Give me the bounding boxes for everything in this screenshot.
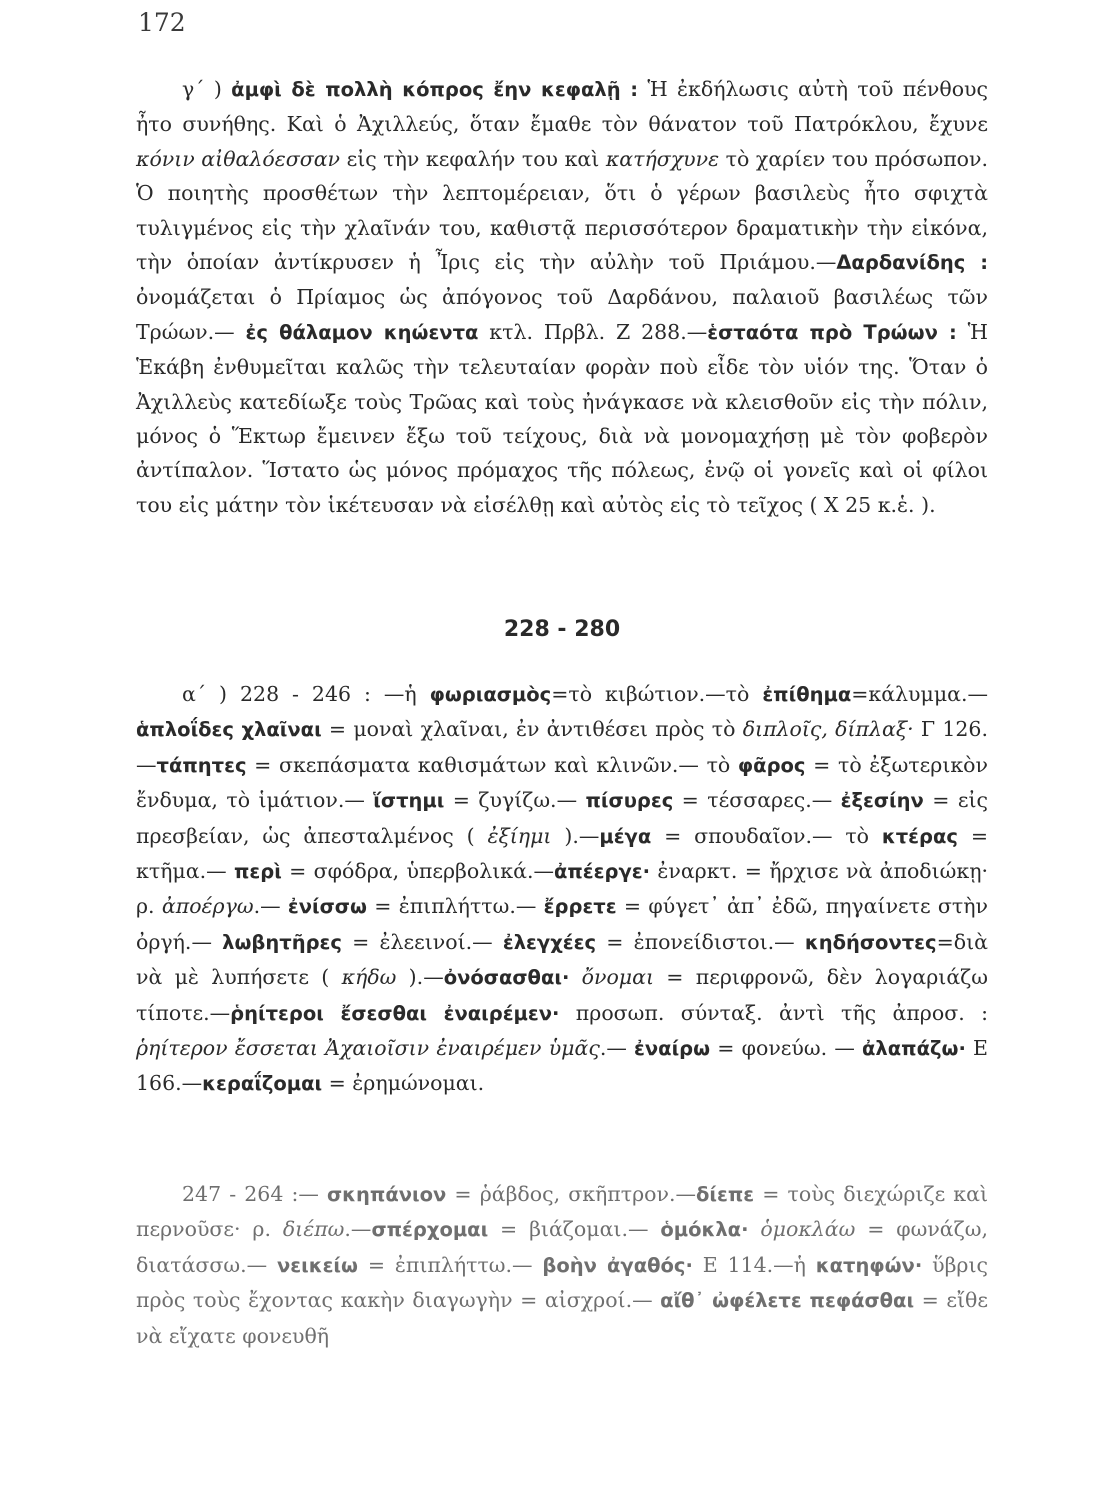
text-run: = τέσσαρες.—	[673, 788, 841, 813]
quotation: ὄνομαι	[581, 965, 655, 990]
section-heading: 228 - 280	[503, 617, 621, 642]
quotation: ἀποέργω	[161, 894, 254, 919]
text-run: =κάλυμμα.—	[851, 682, 989, 706]
text-run: =τὸ κιβώτιον.—τὸ	[551, 682, 763, 706]
commentary-paragraph-gamma	[136, 72, 988, 522]
text-run: Γ 126.—	[136, 717, 988, 777]
quotation: κατήσχυνε	[605, 146, 720, 171]
lemma: ἵστημι	[373, 789, 445, 813]
lemma: φᾶρος	[737, 753, 806, 777]
text-run	[748, 1217, 760, 1241]
lemma: ἐξεσίην	[840, 789, 924, 813]
paragraph-text	[136, 677, 988, 1102]
lemma: κηδήσοντες	[804, 930, 937, 954]
quotation: ῥηίτερον ἔσσεται Ἀχαιοῖσιν ἐναιρέμεν ὑμᾶς	[136, 1036, 600, 1061]
lemma: λωβητῆρες	[222, 930, 342, 954]
text-run: = ῥάβδος, σκῆπτρον.—	[446, 1182, 696, 1206]
quotation: διέπω	[282, 1217, 345, 1242]
text-run: =διὰ νὰ μὲ λυπήσετε (	[136, 929, 988, 990]
text-run: = φύγετ᾿ ἀπ᾿ ἐδῶ, πηγαίνετε στὴν ὀργή.—	[136, 894, 988, 954]
lemma: μέγα	[599, 824, 652, 848]
text-run: .—	[344, 1217, 372, 1242]
lemma: δίεπε	[696, 1183, 755, 1206]
text-run: = τὸ ἐξωτερικὸν ἔνδυμα, τὸ ἱμάτιον.—	[136, 752, 988, 813]
lemma: ἐνίσσω	[287, 895, 367, 919]
text-run	[569, 965, 581, 989]
quotation: κήδω	[341, 965, 397, 990]
lemma: κτέρας	[881, 824, 958, 848]
text-run: = φονεύω. —	[710, 1036, 863, 1061]
text-run: = εἰς πρεσβείαν, ὡς ἀπεσταλμένος (	[136, 788, 988, 848]
text-run: ).—	[396, 965, 444, 990]
lemma: ῥηίτεροι ἔσεσθαι ἐναιρέμεν·	[230, 1001, 560, 1025]
lemma: ἁπλοΐδες χλαῖναι	[136, 718, 322, 742]
lemma: νεικείω	[276, 1253, 358, 1277]
text-run: = σπουδαῖον.— τὸ	[651, 823, 882, 848]
lemma: ἐναίρω	[634, 1037, 711, 1061]
text-run: .—	[599, 1036, 635, 1061]
lemma: ἀπέεργε·	[553, 860, 651, 884]
text-run: = ἐλεεινοί.—	[341, 929, 503, 954]
text-run: ὕβρις πρὸς τοὺς ἔχοντας κακὴν διαγωγὴν = αἰσχροί.—	[136, 1252, 988, 1313]
text-run: = ζυγίζω.—	[444, 788, 586, 813]
lemma: Δαρδανίδης :	[836, 251, 989, 275]
text-run: = τοὺς διεχώριζε καὶ περνοῦσε· ρ.	[136, 1182, 988, 1242]
text-run: = εἴθε νὰ εἴχατε φονευθῆ	[136, 1288, 988, 1348]
text-run: γ΄ )	[182, 77, 232, 101]
lemma: ὀνόσασθαι·	[443, 966, 570, 990]
lemma: ἀλαπάζω·	[862, 1037, 966, 1061]
text-run: ὀνομάζεται ὁ Πρίαμος ὡς ἀπόγονος τοῦ Δαρδάνου, παλαιοῦ βασιλέως τῶν Τρώων.—	[136, 285, 988, 344]
quotation: κόνιν αἰθαλόεσσαν	[136, 146, 341, 171]
lemma: πίσυρες	[585, 789, 674, 813]
text-run: ἐναρκτ. = ἤρχισε νὰ ἀποδιώκῃ· ρ.	[136, 859, 988, 919]
text-run: Ε 166.—	[136, 1036, 989, 1096]
lemma: σκηπάνιον	[327, 1183, 447, 1206]
text-run: = σκεπάσματα καθισμάτων καὶ κλινῶν.— τὸ	[246, 752, 738, 777]
text-run: 247 - 264 :—	[182, 1182, 327, 1206]
lemma: σπέρχομαι	[371, 1218, 489, 1242]
text-run: = ἐπονείδιστοι.—	[596, 929, 805, 954]
lemma: κατηφών·	[815, 1253, 923, 1277]
lemma: φωριασμὸς	[429, 683, 552, 706]
quotation: ἐξίημι	[487, 823, 552, 848]
text-run: = ἐπιπλήττω.—	[357, 1252, 543, 1277]
page-number: 172	[138, 8, 186, 37]
text-run: = φωνάζω, διατάσσω.—	[136, 1217, 988, 1277]
commentary-paragraph-alpha	[136, 677, 988, 1102]
paragraph-text	[136, 1177, 988, 1353]
lemma: ἐπίθημα	[762, 683, 852, 706]
text-run: .—	[253, 894, 288, 919]
commentary-paragraph-247-264	[136, 1177, 988, 1353]
text-run: = ἐπιπλήττω.—	[366, 894, 544, 919]
text-run: = περιφρονῶ, δὲν λογαριάζω τίποτε.—	[136, 965, 988, 1025]
quotation: διπλοῖς, δίπλαξ·	[742, 717, 914, 742]
text-run: = κτῆμα.—	[136, 823, 988, 884]
quotation: ὁμοκλάω	[760, 1217, 856, 1242]
text-run: προσωπ. σύνταξ. ἀντὶ τῆς ἀπροσ. :	[559, 1000, 988, 1025]
lemma: ἔρρετε	[543, 895, 617, 919]
text-run: = ἐρημώνομαι.	[322, 1071, 485, 1096]
text-run: = βιάζομαι.—	[488, 1217, 661, 1242]
lemma: ἐλεγχέες	[502, 930, 597, 954]
text-run: κτλ. Πρβλ. Ζ 288.—	[478, 319, 708, 344]
text-run: τὸ χαρίεν του πρόσωπον. Ὁ ποιητὴς προσθέτων τὴν λεπτομέρειαν, ὅτι ὁ γέρων βασιλεὺς ἦτο σφιχτὰ τυλιγμένος εἰς τὴν χλαῖνάν του, καθιστᾷ περισσότερον δραματικὴν τὴν εἰκόνα, τὴν ὁποίαν ἀντίκρυσεν ἡ Ἶρις εἰς τὴν αὐλὴν τοῦ Πριάμου.—	[136, 146, 989, 275]
text-run: ).—	[551, 823, 600, 848]
lemma: ὁμόκλα·	[660, 1218, 749, 1242]
lemma: ἀμφὶ δὲ πολλὴ κόπρος ἔην κεφαλῇ :	[231, 78, 639, 101]
paragraph-text	[136, 72, 988, 522]
lemma: ἑσταότα πρὸ Τρώων :	[707, 320, 957, 344]
lemma: αἴθ᾿ ὠφέλετε πεφάσθαι	[660, 1289, 915, 1313]
lemma: περὶ	[233, 860, 282, 884]
lemma: ἐς θάλαμον κηώεντα	[245, 320, 479, 344]
text-run: Ε 114.—ἡ	[692, 1252, 816, 1277]
text-run: Ἡ Ἑκάβη ἐνθυμεῖται καλῶς τὴν τελευταίαν φορὰν ποὺ εἶδε τὸν υἱόν της. Ὅταν ὁ Ἀχιλλεὺς κατεδίωξε τοὺς Τρῶας καὶ τοὺς ἠνάγκασε νὰ κλεισθοῦν εἰς τὴν πόλιν, μόνος ὁ Ἕκτωρ ἔμεινεν ἔξω τοῦ τείχους, διὰ νὰ μονομαχήσῃ μὲ τὸν φοβερὸν ἀντίπαλον. Ἵστατο ὡς μόνος πρόμαχος τῆς πόλεως, ἐνῷ οἱ γονεῖς καὶ οἱ φίλοι του εἰς μάτην τὸν ἱκέτευσαν νὰ εἰσέλθῃ καὶ αὐτὸς εἰς τὸ τεῖχος ( Χ 25 κ.ἑ. ).	[136, 319, 989, 517]
text-run: α΄ ) 228 - 246 : —ἡ	[182, 682, 430, 706]
text-run: = σφόδρα, ὑπερβολικά.—	[281, 859, 554, 884]
lemma: τάπητες	[156, 753, 247, 777]
lemma: βοὴν ἀγαθός·	[542, 1253, 693, 1277]
lemma: κεραΐζομαι	[202, 1072, 323, 1096]
text-run: = μοναὶ χλαῖναι, ἐν ἀντιθέσει πρὸς τὸ	[321, 717, 743, 742]
text-run: εἰς τὴν κεφαλήν του καὶ	[340, 146, 606, 171]
text-run: Ἡ ἐκδήλωσις αὐτὴ τοῦ πένθους ἦτο συνήθης. Καὶ ὁ Ἀχιλλεύς, ὅταν ἔμαθε τὸν θάνατον τοῦ Πατρόκλου, ἔχυνε	[136, 77, 988, 137]
